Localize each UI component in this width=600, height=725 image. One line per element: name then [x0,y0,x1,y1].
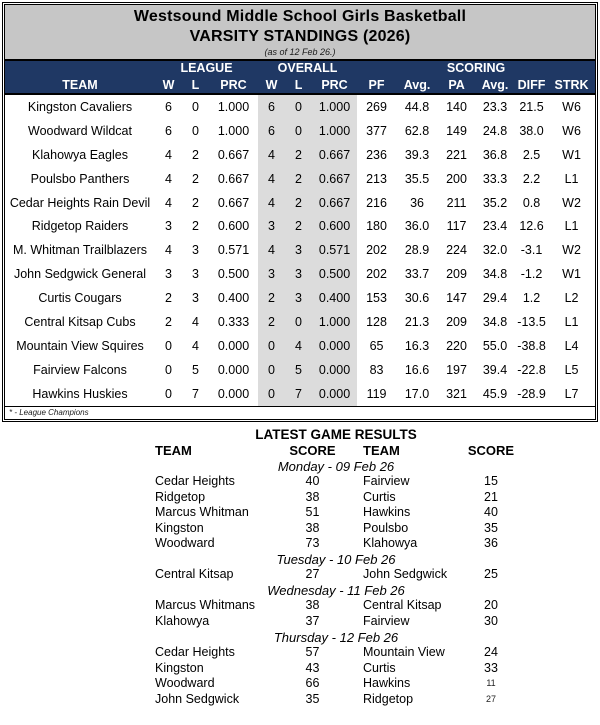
stat-cell: -28.9 [517,386,546,401]
stat-cell: 0.600 [217,219,250,234]
stat-cell: 6 [165,123,172,138]
col-header-overall-prc: PRC [312,76,357,94]
stat-cell: 6 [258,119,285,143]
stat-cell: 62.8 [404,123,430,138]
standings-row [5,286,595,310]
col-header-league-w: W [155,76,182,94]
stat-cell: 4 [192,314,199,329]
score2-cell: 15 [484,474,498,489]
stat-cell: 0 [192,99,199,114]
stat-cell: 3 [192,267,199,282]
standings-row [5,167,595,191]
stat-cell: 6 [258,94,285,119]
score1-cell: 40 [305,474,320,489]
stat-cell: L5 [564,362,579,377]
stat-cell: 1.000 [217,123,250,138]
standings-row [5,214,595,238]
stat-cell: 2.2 [522,171,541,186]
stat-cell: 0.667 [312,143,357,167]
team1-cell: Central Kitsap [155,567,234,582]
stat-cell: 4 [258,167,285,191]
col-header-diff: DIFF [515,76,548,94]
score1-cell: 73 [305,536,320,551]
stat-cell: W1 [562,147,581,162]
team2-cell: Poulsbo [363,520,409,535]
stat-cell: 119 [366,386,387,401]
stat-cell: 220 [446,338,467,353]
stat-cell: 5 [285,358,312,382]
stat-cell: 3 [285,262,312,286]
stat-cell: 216 [366,195,387,210]
score1-cell: 27 [305,567,320,582]
stat-cell: W2 [562,243,581,258]
stat-cell: 377 [366,123,387,138]
stat-cell: 3 [192,243,199,258]
stat-cell: 3 [165,267,172,282]
stat-cell: 3 [258,214,285,238]
stat-cell: W6 [562,123,581,138]
team2-cell: Mountain View [363,645,445,660]
team-name-cell: Central Kitsap Cubs [24,314,136,329]
score2-cell: 30 [484,614,498,629]
team2-cell: Fairview [363,474,410,489]
team2-cell: Fairview [363,614,410,629]
standings-row [5,334,595,358]
stat-cell: 0 [165,338,172,353]
stat-cell: 0 [258,358,285,382]
stat-cell: W2 [562,195,581,210]
day-header: Wednesday - 11 Feb 26 [267,582,405,598]
standings-row [5,191,595,215]
team-name-cell: Mountain View Squires [16,338,144,353]
stat-cell: 0.000 [312,334,357,358]
stat-cell: 202 [366,243,387,258]
score2-cell: 20 [484,598,498,613]
score2-cell: 40 [484,505,498,520]
day-header: Tuesday - 10 Feb 26 [276,551,396,567]
stat-cell: 23.3 [482,99,508,114]
stat-cell: 321 [446,386,467,401]
standings-body [5,94,595,406]
stat-cell: 2 [165,314,172,329]
team1-cell: Woodward [155,536,215,551]
stat-cell: 21.5 [519,99,544,114]
results-col-team1: TEAM [155,443,192,458]
score1-cell: 43 [305,660,320,675]
overall-group-header: OVERALL [258,61,357,76]
stat-cell: 0 [192,123,199,138]
column-header-row [5,76,595,94]
stat-cell: 24.8 [482,123,508,138]
stat-cell: L1 [564,219,579,234]
stat-cell: 4 [258,143,285,167]
stat-cell: 0.667 [312,191,357,215]
team-name-cell: Curtis Cougars [38,291,122,306]
stat-cell: W1 [562,267,581,282]
stat-cell: 128 [366,314,387,329]
stat-cell: W6 [562,99,581,114]
stat-cell: 0.000 [217,362,250,377]
stat-cell: 140 [446,99,467,114]
stat-cell: 0.500 [312,262,357,286]
stat-cell: 202 [366,267,387,282]
game-result-row [155,474,517,490]
stat-cell: 1.000 [312,310,357,334]
stat-cell: 0.333 [217,314,250,329]
standings-row [5,94,595,119]
title-block [5,5,595,61]
standings-row [5,119,595,143]
game-result-row [155,614,517,630]
results-col-team2: TEAM [363,443,400,458]
stat-cell: 6 [165,99,172,114]
stat-cell: 28.9 [404,243,430,258]
stat-cell: 34.8 [482,267,508,282]
stat-cell: 269 [366,99,387,114]
team1-cell: Marcus Whitmans [155,598,256,613]
day-header: Monday - 09 Feb 26 [277,458,395,474]
stat-cell: 0.000 [312,382,357,406]
score2-cell: 35 [484,520,498,535]
stat-cell: 34.8 [482,314,508,329]
results-col-score2: SCORE [467,443,515,458]
stat-cell: 23.4 [482,219,508,234]
stat-cell: 39.4 [482,362,508,377]
stat-cell: 2 [285,214,312,238]
stat-cell: 35.5 [404,171,430,186]
col-header-overall-l: L [285,76,312,94]
standings-row [5,143,595,167]
team1-cell: Klahowya [155,614,210,629]
team1-cell: Woodward [155,676,215,691]
col-header-team: TEAM [5,76,155,94]
stat-cell: 7 [285,382,312,406]
stat-cell: 0 [165,386,172,401]
standings-table [5,61,595,406]
stat-cell: 3 [258,262,285,286]
stat-cell: 3 [192,291,199,306]
stat-cell: 4 [165,147,172,162]
score1-cell: 38 [305,520,320,535]
stat-cell: 0 [258,382,285,406]
stat-cell: L1 [564,171,579,186]
team-name-cell: Ridgetop Raiders [31,219,129,234]
team1-cell: Cedar Heights [155,474,235,489]
stat-cell: 12.6 [519,219,544,234]
stat-cell: 211 [446,195,467,210]
score2-cell: 24 [484,645,498,660]
stat-cell: 0.000 [217,386,250,401]
team2-cell: Central Kitsap [363,598,442,613]
stat-cell: 0.571 [312,238,357,262]
stat-cell: 21.3 [404,314,430,329]
stat-cell: 0 [285,94,312,119]
stat-cell: 39.3 [404,147,430,162]
stat-cell: 180 [366,219,387,234]
stat-cell: 221 [446,147,467,162]
stat-cell: 117 [446,219,467,234]
stat-cell: 0.600 [312,214,357,238]
game-result-row [155,490,517,506]
stat-cell: -3.1 [520,243,543,258]
stat-cell: 36.0 [404,219,430,234]
team2-cell: Curtis [363,489,396,504]
stat-cell: 30.6 [404,291,430,306]
stat-cell: -38.8 [517,338,546,353]
league-group-header: LEAGUE [155,61,258,76]
col-header-strk: STRK [548,76,595,94]
team1-cell: John Sedgwick [155,691,240,706]
stat-cell: 0.8 [522,195,541,210]
stat-cell: 0.000 [217,338,250,353]
stat-cell: 209 [446,314,467,329]
stat-cell: 0.571 [217,243,250,258]
stat-cell: 2 [192,219,199,234]
stat-cell: L2 [564,291,579,306]
team1-cell: Kingston [155,660,204,675]
stat-cell: 36.8 [482,147,508,162]
team-name-cell: Kingston Cavaliers [27,99,133,114]
stat-cell: 4 [165,171,172,186]
col-header-pf: PF [357,76,396,94]
score2-cell: 25 [484,567,498,582]
standings-row [5,310,595,334]
stat-cell: L1 [564,314,579,329]
stat-cell: 4 [258,238,285,262]
results-col-score1: SCORE [289,443,336,458]
stat-cell: 65 [369,338,384,353]
team2-cell: John Sedgwick [363,567,448,582]
stat-cell: 0.667 [217,171,250,186]
stat-cell: 0.667 [312,167,357,191]
stat-cell: 33.7 [404,267,430,282]
stat-cell: 16.6 [404,362,430,377]
stat-cell: 44.8 [404,99,430,114]
stat-cell: 35.2 [482,195,508,210]
stat-cell: 5 [192,362,199,377]
stat-cell: 4 [165,243,172,258]
stat-cell: 2 [258,286,285,310]
stat-cell: 2 [258,310,285,334]
score1-cell: 66 [305,676,320,691]
game-result-row [155,598,517,614]
team1-cell: Cedar Heights [155,645,235,660]
team2-cell: Ridgetop [363,691,414,706]
score2-cell: 21 [484,489,498,504]
stat-cell: 0.000 [312,358,357,382]
stat-cell: -22.8 [517,362,546,377]
stat-cell: 3 [165,219,172,234]
stat-cell: 1.2 [522,291,541,306]
score2-cell: 36 [484,536,498,551]
as-of-date: (as of 12 Feb 26.) [264,47,336,57]
score2-cell: 11 [486,678,496,689]
stat-cell: 45.9 [482,386,508,401]
stat-cell: 33.3 [482,171,508,186]
stat-cell: 2 [192,147,199,162]
stat-cell: 0.400 [217,291,250,306]
stat-cell: 0 [285,310,312,334]
col-header-pa: PA [438,76,475,94]
stat-cell: 149 [446,123,467,138]
stat-cell: 0.667 [217,195,250,210]
game-result-row [155,505,517,521]
stat-cell: 0 [285,119,312,143]
stat-cell: 32.0 [482,243,508,258]
team1-cell: Kingston [155,520,204,535]
team-name-cell: Hawkins Huskies [32,386,128,401]
score1-cell: 51 [305,505,320,520]
stat-cell: L4 [564,338,579,353]
stat-cell: -1.2 [520,267,543,282]
stat-cell: 209 [446,267,467,282]
stat-cell: -13.5 [517,314,546,329]
stat-cell: 224 [446,243,467,258]
stat-cell: 0.667 [217,147,250,162]
team-name-cell: Fairview Falcons [33,362,127,377]
results-body [155,459,517,708]
results-title: LATEST GAME RESULTS [255,427,417,442]
stat-cell: 0 [258,334,285,358]
stat-cell: 7 [192,386,199,401]
day-header: Thursday - 12 Feb 26 [273,629,399,645]
team2-cell: Klahowya [363,536,418,551]
col-header-league-l: L [182,76,209,94]
standings-row [5,382,595,406]
group-header-row [5,61,595,76]
team1-cell: Ridgetop [155,489,206,504]
stat-cell: 2 [192,195,199,210]
game-result-row [155,692,517,708]
stat-cell: L7 [564,386,579,401]
page-title: Westsound Middle School Girls Basketball [133,8,467,25]
game-result-row [155,645,517,661]
game-result-row [155,567,517,583]
stat-cell: 2 [165,291,172,306]
stat-cell: 213 [366,171,387,186]
team1-cell: Marcus Whitman [155,505,249,520]
team-name-cell: Woodward Wildcat [28,123,132,138]
team2-cell: Curtis [363,660,396,675]
standings-row [5,358,595,382]
standings-row [5,262,595,286]
group-header-spacer [5,61,155,76]
score1-cell: 35 [305,691,320,706]
score2-cell: 27 [485,693,496,704]
team-name-cell: John Sedgwick General [13,267,147,282]
stat-cell: 0 [165,362,172,377]
stat-cell: 16.3 [404,338,430,353]
team-name-cell: M. Whitman Trailblazers [12,243,148,258]
stat-cell: 3 [285,238,312,262]
stat-cell: 55.0 [482,338,508,353]
score1-cell: 38 [305,489,320,504]
latest-game-results [155,427,517,707]
stat-cell: 153 [366,291,387,306]
team-name-cell: Klahowya Eagles [32,147,128,162]
stat-cell: 4 [192,338,199,353]
stat-cell: 29.4 [482,291,508,306]
team-name-cell: Cedar Heights Rain Devil [9,195,151,210]
team-name-cell: Poulsbo Panthers [30,171,130,186]
stat-cell: 2.5 [522,147,541,162]
stat-cell: 2 [192,171,199,186]
stat-cell: 3 [285,286,312,310]
stat-cell: 36 [410,195,424,210]
game-result-row [155,676,517,692]
stat-cell: 1.000 [312,94,357,119]
stat-cell: 147 [446,291,467,306]
results-header-row [155,443,517,459]
team2-cell: Hawkins [363,676,411,691]
col-header-league-prc: PRC [209,76,258,94]
stat-cell: 0.500 [217,267,250,282]
standings-table-box [2,2,598,422]
league-champions-footnote: * - League Champions [5,406,595,419]
stat-cell: 38.0 [519,123,544,138]
stat-cell: 236 [366,147,387,162]
game-result-row [155,661,517,677]
stat-cell: 4 [165,195,172,210]
stat-cell: 2 [285,167,312,191]
score2-cell: 33 [484,660,498,675]
score1-cell: 37 [305,614,320,629]
stat-cell: 0.400 [312,286,357,310]
game-result-row [155,521,517,537]
score1-cell: 57 [305,645,320,660]
stat-cell: 197 [446,362,467,377]
game-result-row [155,536,517,552]
stat-cell: 83 [369,362,384,377]
stat-cell: 4 [258,191,285,215]
stat-cell: 4 [285,334,312,358]
stat-cell: 1.000 [217,99,250,114]
col-header-overall-w: W [258,76,285,94]
stat-cell: 2 [285,143,312,167]
page-subtitle: VARSITY STANDINGS (2026) [189,28,411,45]
score1-cell: 38 [305,598,320,613]
stat-cell: 1.000 [312,119,357,143]
standings-row [5,238,595,262]
col-header-pf-avg: Avg. [396,76,438,94]
col-header-pa-avg: Avg. [475,76,515,94]
stat-cell: 17.0 [404,386,430,401]
stat-cell: 2 [285,191,312,215]
scoring-group-header: SCORING [357,61,595,76]
stat-cell: 200 [446,171,467,186]
team2-cell: Hawkins [363,505,411,520]
